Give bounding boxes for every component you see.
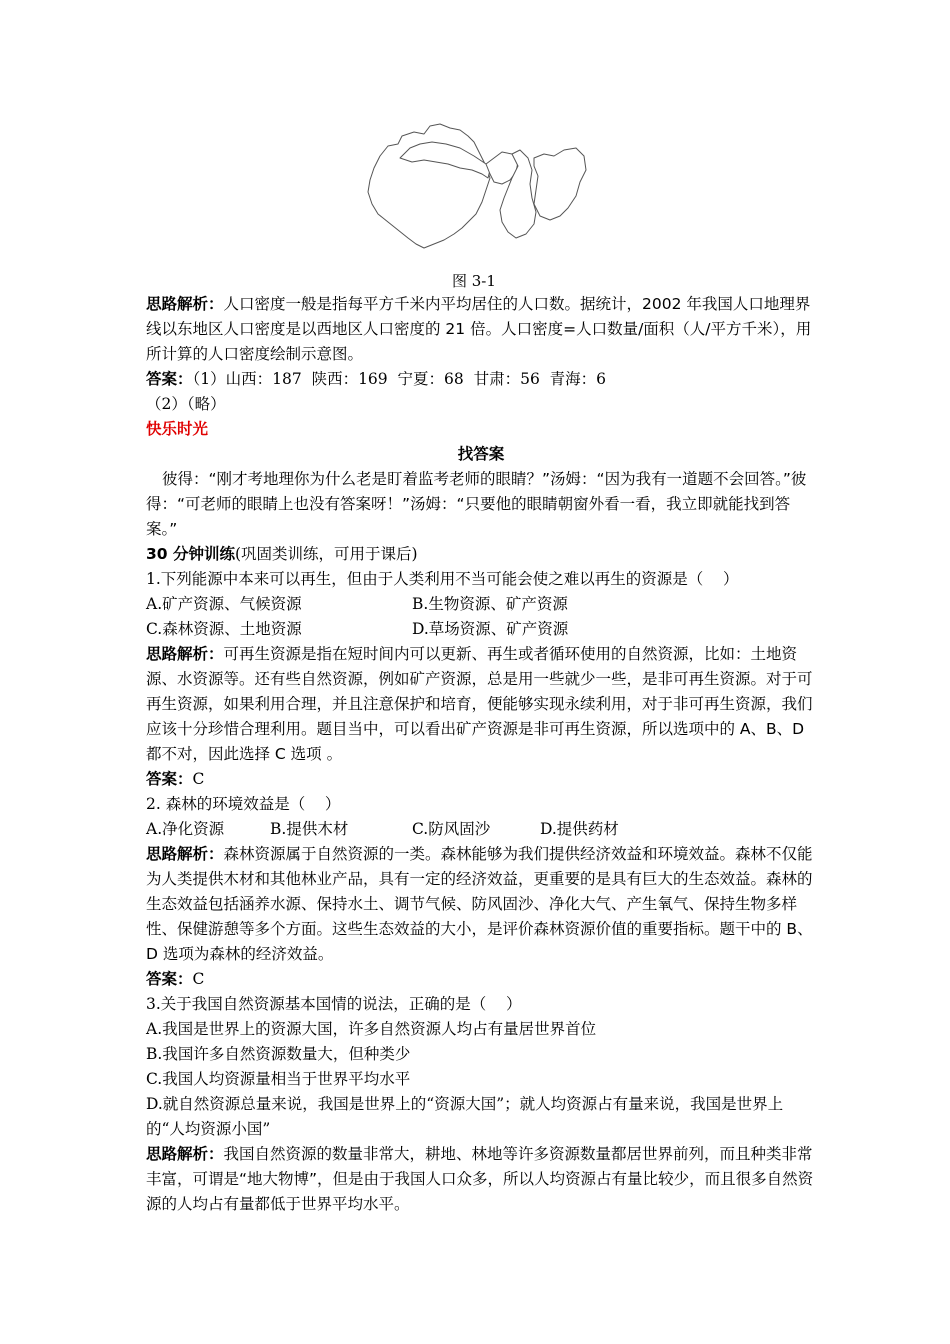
- question-3-option-c: C.我国人均资源量相当于世界平均水平: [146, 1070, 411, 1088]
- question-2-option-a: A.净化资源: [146, 820, 225, 838]
- answer-line-1: （1）山西：187 陕西：169 宁夏：68 甘肃：56 青海：6: [192, 370, 607, 388]
- question-1-options-row-2: [146, 617, 816, 642]
- answer-label: 答案：: [146, 970, 193, 988]
- analysis-label: 思路解析：: [146, 845, 224, 863]
- question-2-answer: [146, 967, 816, 992]
- intro-analysis: [146, 292, 816, 367]
- training-heading: [146, 542, 816, 567]
- question-3-option-b: B.我国许多自然资源数量大，但种类少: [146, 1045, 411, 1063]
- answer-line-2: （2）（略）: [146, 395, 226, 413]
- joke-story: 彼得：“刚才考地理你为什么老是盯着监考老师的眼睛？”汤姆：“因为我有一道题不会回答。”彼得：“可老师的眼睛上也没有答案呀！”汤姆：“只要他的眼睛朝窗外看一看，我立即就能找到答案。”: [146, 470, 807, 538]
- question-2-stem: 2. 森林的环境效益是（ ）: [146, 795, 341, 813]
- question-2-options-row: [146, 817, 816, 842]
- question-3-stem: 3.关于我国自然资源基本国情的说法，正确的是（ ）: [146, 995, 522, 1013]
- analysis-text: 人口密度一般是指每平方千米内平均居住的人口数。据统计，2002 年我国人口地理界线以东地区人口密度是以西地区人口密度的 21 倍。人口密度=人口数量/面积（人/平方千米），用所计算的人口密度绘制示意图。: [146, 295, 812, 363]
- question-1-option-b: B.生物资源、矿产资源: [412, 595, 568, 613]
- analysis-text: 可再生资源是指在短时间内可以更新、再生或者循环使用的自然资源，比如：土地资源、水资源等。还有些自然资源，例如矿产资源，总是用一些就少一些，是非可再生资源。对于可再生资源，如果利用合理，并且注意保护和培育，便能够实现永续利用，对于非可再生资源，我们应该十分珍惜合理利用。题目当中，可以看出矿产资源是非可再生资源，所以选项中的 A、B、D 都不对，因此选择 C 选项 。: [146, 645, 813, 763]
- analysis-label: 思路解析：: [146, 295, 224, 313]
- analysis-label: 思路解析：: [146, 645, 224, 663]
- question-1-stem: 1.下列能源中本来可以再生，但由于人类利用不当可能会使之难以再生的资源是（ ）: [146, 570, 739, 588]
- question-1-option-d: D.草场资源、矿产资源: [412, 620, 569, 638]
- analysis-text: 我国自然资源的数量非常大，耕地、林地等许多资源数量都居世界前列，而且种类非常丰富，可谓是“地大物博”，但是由于我国人口众多，所以人均资源占有量比较少，而且很多自然资源的人均占有量都低于世界平均水平。: [146, 1145, 814, 1213]
- question-3-option-d: D.就自然资源总量来说，我国是世界上的“资源大国”；就人均资源占有量来说，我国是世界上的“人均资源小国”: [146, 1095, 784, 1138]
- training-title: 30 分钟训练: [146, 545, 235, 563]
- answer-value: C: [192, 970, 205, 988]
- page-content: [146, 292, 816, 1217]
- question-2-analysis: [146, 842, 816, 967]
- intro-answer: [146, 367, 816, 392]
- question-1-options-row-1: [146, 592, 816, 617]
- figure-caption: 图 3-1: [452, 272, 496, 290]
- answer-value: C: [192, 770, 205, 788]
- question-1-analysis: [146, 642, 816, 767]
- question-2-option-d: D.提供药材: [540, 820, 619, 838]
- question-1-answer: [146, 767, 816, 792]
- training-subtitle: (巩固类训练，可用于课后): [234, 545, 418, 563]
- analysis-label: 思路解析：: [146, 1145, 224, 1163]
- question-3-option-a: A.我国是世界上的资源大国，许多自然资源人均占有量居世界首位: [146, 1020, 597, 1038]
- answer-label: 答案：: [146, 770, 193, 788]
- happy-heading: 快乐时光: [146, 420, 209, 438]
- joke-title: 找答案: [457, 445, 505, 463]
- question-1-option-a: A.矿产资源、气候资源: [146, 595, 302, 613]
- question-2-option-c: C.防风固沙: [412, 820, 491, 838]
- analysis-text: 森林资源属于自然资源的一类。森林能够为我们提供经济效益和环境效益。森林不仅能为人类提供木材和其他林业产品，具有一定的经济效益，更重要的是具有巨大的生态效益。森林的生态效益包括涵养水源、保持水土、调节气候、防风固沙、净化大气、产生氧气、保持生物多样性、保健游憩等多个方面。这些生态效益的大小，是评价森林资源价值的重要指标。题干中的 B、D 选项为森林的经济效益。: [146, 845, 813, 963]
- question-3-analysis: [146, 1142, 816, 1217]
- answer-label: 答案：: [146, 370, 193, 388]
- question-1-option-c: C.森林资源、土地资源: [146, 620, 302, 638]
- question-2-option-b: B.提供木材: [270, 820, 349, 838]
- province-outline-map: [362, 118, 592, 254]
- map-region-shanxi: [534, 148, 586, 220]
